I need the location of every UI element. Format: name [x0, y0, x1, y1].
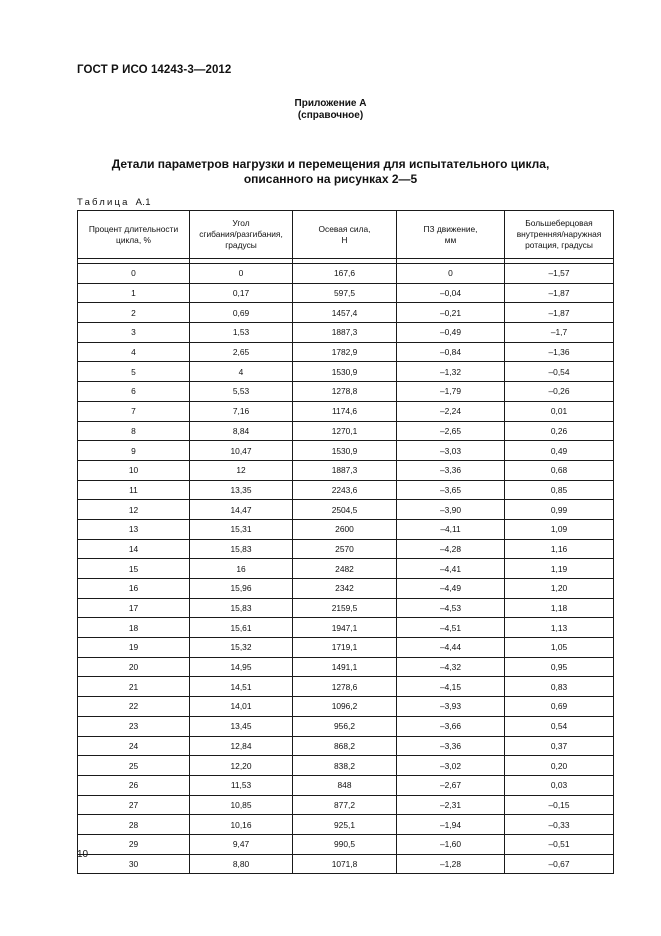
table-header [78, 211, 614, 259]
cell-axial-force: 1887,3 [293, 323, 397, 343]
annex-type: (справочное) [297, 110, 364, 121]
cell-flexion-angle: 0 [190, 264, 293, 284]
table-label-word: Таблица [77, 197, 130, 208]
cell-tibial-rotation: 1,18 [505, 598, 614, 618]
cell-flexion-angle: 16 [190, 559, 293, 579]
cell-ap-displacement: –4,44 [397, 638, 505, 658]
column-header-axial-force [293, 211, 397, 259]
cell-percent-cycle: 16 [78, 579, 190, 599]
cell-flexion-angle: 0,69 [190, 303, 293, 323]
cell-tibial-rotation: 1,13 [505, 618, 614, 638]
cell-flexion-angle: 10,47 [190, 441, 293, 461]
cell-tibial-rotation: –1,87 [505, 303, 614, 323]
cell-ap-displacement: –4,51 [397, 618, 505, 638]
cell-axial-force: 877,2 [293, 795, 397, 815]
cell-percent-cycle: 7 [78, 401, 190, 421]
table-row [78, 598, 614, 618]
cell-axial-force: 1530,9 [293, 441, 397, 461]
data-table [77, 210, 614, 874]
cell-tibial-rotation: 1,19 [505, 559, 614, 579]
cell-tibial-rotation: 0,01 [505, 401, 614, 421]
column-header-line: ПЗ движение, [423, 223, 478, 234]
cell-flexion-angle: 7,16 [190, 401, 293, 421]
cell-percent-cycle: 4 [78, 342, 190, 362]
cell-axial-force: 838,2 [293, 756, 397, 776]
cell-flexion-angle: 1,53 [190, 323, 293, 343]
cell-ap-displacement: –1,32 [397, 362, 505, 382]
cell-percent-cycle: 9 [78, 441, 190, 461]
cell-tibial-rotation: 0,26 [505, 421, 614, 441]
cell-tibial-rotation: –0,15 [505, 795, 614, 815]
table-row [78, 815, 614, 835]
cell-flexion-angle: 8,84 [190, 421, 293, 441]
column-header-line: Процент длительности [88, 223, 179, 234]
cell-axial-force: 1782,9 [293, 342, 397, 362]
document-header: ГОСТ Р ИСО 14243-3—2012 [77, 64, 232, 76]
cell-tibial-rotation: 1,20 [505, 579, 614, 599]
table-row [78, 657, 614, 677]
cell-axial-force: 1071,8 [293, 854, 397, 874]
cell-tibial-rotation: 0,69 [505, 697, 614, 717]
table-title-line-1: Детали параметров нагрузки и перемещения для испытательного цикла, [111, 157, 550, 171]
annex-title: Приложение А [294, 98, 367, 109]
cell-tibial-rotation: 0,68 [505, 460, 614, 480]
cell-tibial-rotation: –1,36 [505, 342, 614, 362]
table-row [78, 519, 614, 539]
column-header-line: ротация, градусы [525, 240, 593, 250]
cell-percent-cycle: 26 [78, 775, 190, 795]
cell-percent-cycle: 19 [78, 638, 190, 658]
table-row [78, 618, 614, 638]
cell-tibial-rotation: 1,09 [505, 519, 614, 539]
cell-ap-displacement: –0,04 [397, 283, 505, 303]
cell-ap-displacement: –3,36 [397, 460, 505, 480]
cell-axial-force: 1491,1 [293, 657, 397, 677]
cell-ap-displacement: –3,02 [397, 756, 505, 776]
table-row [78, 382, 614, 402]
column-header-line: мм [444, 234, 457, 245]
cell-tibial-rotation: –1,87 [505, 283, 614, 303]
cell-percent-cycle: 17 [78, 598, 190, 618]
cell-axial-force: 1096,2 [293, 697, 397, 717]
table-row [78, 323, 614, 343]
table-row [78, 500, 614, 520]
cell-flexion-angle: 13,35 [190, 480, 293, 500]
cell-axial-force: 925,1 [293, 815, 397, 835]
table-row [78, 264, 614, 284]
cell-flexion-angle: 15,83 [190, 598, 293, 618]
column-header-line: цикла, % [116, 234, 151, 245]
column-header-percent-cycle [78, 211, 190, 259]
cell-flexion-angle: 12 [190, 460, 293, 480]
cell-percent-cycle: 2 [78, 303, 190, 323]
cell-axial-force: 2504,5 [293, 500, 397, 520]
table-row [78, 775, 614, 795]
cell-flexion-angle: 8,80 [190, 854, 293, 874]
column-header-ap-displacement [397, 211, 505, 259]
table-row [78, 736, 614, 756]
cell-ap-displacement: 0 [397, 264, 505, 284]
cell-ap-displacement: –4,28 [397, 539, 505, 559]
cell-axial-force: 1719,1 [293, 638, 397, 658]
column-header-line: градусы [225, 240, 257, 250]
cell-axial-force: 848 [293, 775, 397, 795]
table-row [78, 638, 614, 658]
cell-flexion-angle: 15,32 [190, 638, 293, 658]
cell-ap-displacement: –4,11 [397, 519, 505, 539]
cell-ap-displacement: –3,93 [397, 697, 505, 717]
table-row [78, 480, 614, 500]
cell-flexion-angle: 12,84 [190, 736, 293, 756]
cell-axial-force: 868,2 [293, 736, 397, 756]
cell-percent-cycle: 8 [78, 421, 190, 441]
cell-percent-cycle: 25 [78, 756, 190, 776]
cell-axial-force: 1278,6 [293, 677, 397, 697]
cell-tibial-rotation: –0,67 [505, 854, 614, 874]
cell-axial-force: 1530,9 [293, 362, 397, 382]
cell-axial-force: 1174,6 [293, 401, 397, 421]
column-header-line: сгибания/разгибания, [199, 229, 283, 239]
table-row [78, 342, 614, 362]
cell-ap-displacement: –3,90 [397, 500, 505, 520]
cell-percent-cycle: 11 [78, 480, 190, 500]
table-row [78, 283, 614, 303]
cell-percent-cycle: 12 [78, 500, 190, 520]
table-label [77, 197, 151, 208]
column-header-tibial-rotation [505, 211, 614, 259]
cell-axial-force: 2159,5 [293, 598, 397, 618]
header-row [78, 211, 614, 259]
table-row [78, 716, 614, 736]
column-header-line: Большеберцовая [525, 218, 593, 228]
cell-tibial-rotation: 0,20 [505, 756, 614, 776]
cell-tibial-rotation: 0,49 [505, 441, 614, 461]
cell-ap-displacement: –4,49 [397, 579, 505, 599]
cell-axial-force: 990,5 [293, 834, 397, 854]
cell-tibial-rotation: 0,99 [505, 500, 614, 520]
column-header-line: внутренняя/наружная [516, 229, 602, 239]
table-row [78, 697, 614, 717]
cell-ap-displacement: –3,66 [397, 716, 505, 736]
cell-flexion-angle: 14,95 [190, 657, 293, 677]
cell-ap-displacement: –4,15 [397, 677, 505, 697]
table-row [78, 421, 614, 441]
table-body [78, 259, 614, 874]
cell-flexion-angle: 11,53 [190, 775, 293, 795]
cell-flexion-angle: 10,16 [190, 815, 293, 835]
cell-flexion-angle: 15,83 [190, 539, 293, 559]
table-row [78, 362, 614, 382]
cell-tibial-rotation: 1,05 [505, 638, 614, 658]
table-row [78, 854, 614, 874]
cell-percent-cycle: 14 [78, 539, 190, 559]
cell-flexion-angle: 15,61 [190, 618, 293, 638]
cell-flexion-angle: 12,20 [190, 756, 293, 776]
cell-ap-displacement: –2,24 [397, 401, 505, 421]
cell-axial-force: 2243,6 [293, 480, 397, 500]
cell-tibial-rotation: –0,33 [505, 815, 614, 835]
cell-axial-force: 2482 [293, 559, 397, 579]
cell-ap-displacement: –2,65 [397, 421, 505, 441]
cell-ap-displacement: –1,60 [397, 834, 505, 854]
cell-axial-force: 2570 [293, 539, 397, 559]
cell-percent-cycle: 28 [78, 815, 190, 835]
cell-axial-force: 597,5 [293, 283, 397, 303]
cell-tibial-rotation: 0,54 [505, 716, 614, 736]
cell-flexion-angle: 14,51 [190, 677, 293, 697]
cell-percent-cycle: 15 [78, 559, 190, 579]
cell-ap-displacement: –2,67 [397, 775, 505, 795]
table-row [78, 460, 614, 480]
table-row [78, 834, 614, 854]
cell-percent-cycle: 3 [78, 323, 190, 343]
cell-flexion-angle: 10,85 [190, 795, 293, 815]
cell-flexion-angle: 5,53 [190, 382, 293, 402]
cell-tibial-rotation: 0,03 [505, 775, 614, 795]
cell-flexion-angle: 9,47 [190, 834, 293, 854]
table-row [78, 303, 614, 323]
cell-ap-displacement: –1,28 [397, 854, 505, 874]
cell-ap-displacement: –1,94 [397, 815, 505, 835]
table-title [0, 157, 661, 187]
cell-axial-force: 1278,8 [293, 382, 397, 402]
cell-percent-cycle: 22 [78, 697, 190, 717]
table-label-number: А.1 [135, 197, 151, 208]
cell-flexion-angle: 0,17 [190, 283, 293, 303]
cell-percent-cycle: 0 [78, 264, 190, 284]
cell-tibial-rotation: 0,85 [505, 480, 614, 500]
cell-percent-cycle: 21 [78, 677, 190, 697]
cell-ap-displacement: –3,36 [397, 736, 505, 756]
cell-axial-force: 1457,4 [293, 303, 397, 323]
cell-ap-displacement: –0,84 [397, 342, 505, 362]
cell-percent-cycle: 1 [78, 283, 190, 303]
cell-tibial-rotation: –0,51 [505, 834, 614, 854]
cell-ap-displacement: –4,53 [397, 598, 505, 618]
cell-percent-cycle: 27 [78, 795, 190, 815]
cell-ap-displacement: –3,03 [397, 441, 505, 461]
table-row [78, 559, 614, 579]
cell-flexion-angle: 15,96 [190, 579, 293, 599]
cell-ap-displacement: –4,32 [397, 657, 505, 677]
cell-ap-displacement: –0,21 [397, 303, 505, 323]
cell-axial-force: 1947,1 [293, 618, 397, 638]
cell-percent-cycle: 5 [78, 362, 190, 382]
cell-tibial-rotation: –0,54 [505, 362, 614, 382]
cell-tibial-rotation: 0,95 [505, 657, 614, 677]
cell-flexion-angle: 2,65 [190, 342, 293, 362]
cell-axial-force: 2600 [293, 519, 397, 539]
cell-percent-cycle: 20 [78, 657, 190, 677]
cell-percent-cycle: 29 [78, 834, 190, 854]
cell-flexion-angle: 4 [190, 362, 293, 382]
table-row [78, 539, 614, 559]
cell-tibial-rotation: –1,7 [505, 323, 614, 343]
cell-axial-force: 2342 [293, 579, 397, 599]
cell-percent-cycle: 30 [78, 854, 190, 874]
column-header-line: Н [341, 234, 348, 245]
cell-percent-cycle: 24 [78, 736, 190, 756]
column-header-line: Осевая сила, [318, 223, 371, 234]
cell-axial-force: 167,6 [293, 264, 397, 284]
cell-ap-displacement: –1,79 [397, 382, 505, 402]
cell-percent-cycle: 23 [78, 716, 190, 736]
table-row [78, 579, 614, 599]
cell-tibial-rotation: 0,37 [505, 736, 614, 756]
table-row [78, 677, 614, 697]
cell-flexion-angle: 13,45 [190, 716, 293, 736]
annex-heading [0, 98, 661, 122]
table-row [78, 401, 614, 421]
cell-flexion-angle: 14,47 [190, 500, 293, 520]
cell-flexion-angle: 14,01 [190, 697, 293, 717]
cell-percent-cycle: 10 [78, 460, 190, 480]
table-row [78, 756, 614, 776]
table-title-line-2: описанного на рисунках 2—5 [243, 172, 418, 186]
cell-axial-force: 956,2 [293, 716, 397, 736]
cell-ap-displacement: –2,31 [397, 795, 505, 815]
cell-ap-displacement: –4,41 [397, 559, 505, 579]
cell-percent-cycle: 6 [78, 382, 190, 402]
cell-percent-cycle: 18 [78, 618, 190, 638]
column-header-flexion-angle [190, 211, 293, 259]
cell-tibial-rotation: –1,57 [505, 264, 614, 284]
cell-tibial-rotation: –0,26 [505, 382, 614, 402]
cell-ap-displacement: –0,49 [397, 323, 505, 343]
cell-axial-force: 1887,3 [293, 460, 397, 480]
cell-tibial-rotation: 1,16 [505, 539, 614, 559]
cell-percent-cycle: 13 [78, 519, 190, 539]
table-row [78, 441, 614, 461]
cell-axial-force: 1270,1 [293, 421, 397, 441]
cell-ap-displacement: –3,65 [397, 480, 505, 500]
table-row [78, 795, 614, 815]
cell-tibial-rotation: 0,83 [505, 677, 614, 697]
cell-flexion-angle: 15,31 [190, 519, 293, 539]
column-header-line: Угол [232, 218, 250, 228]
page-number: 10 [77, 849, 89, 860]
